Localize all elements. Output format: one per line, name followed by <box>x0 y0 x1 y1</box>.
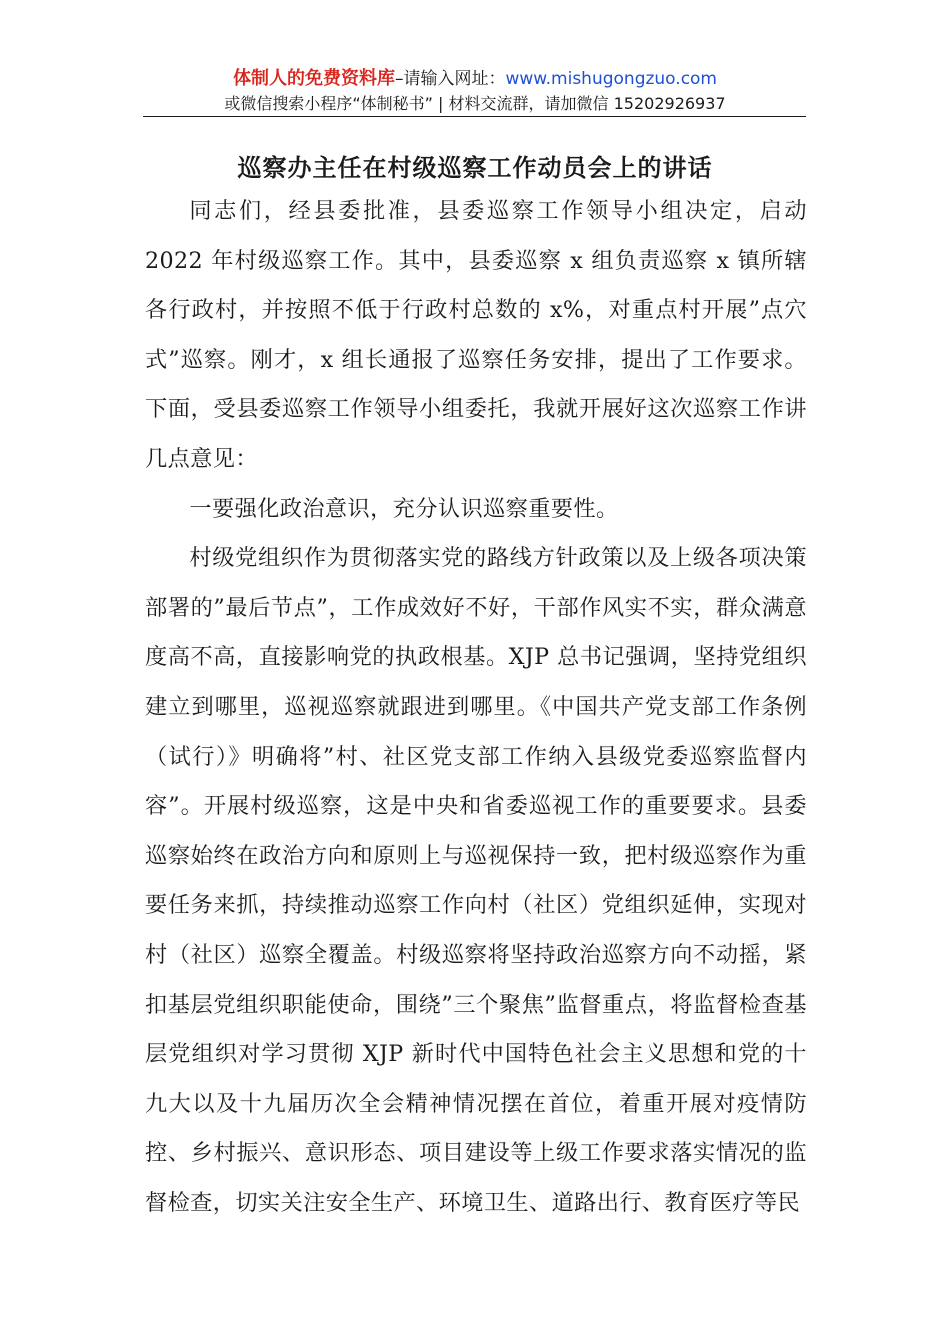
header-url-link[interactable]: www.mishugongzuo.com <box>505 69 717 89</box>
header-line-2: 或微信搜索小程序“体制秘书” | 材料交流群，请加微信 15202926937 <box>224 94 726 113</box>
header-prompt: –请输入网址： <box>394 69 506 89</box>
body-paragraph-1: 同志们，经县委批准，县委巡察工作领导小组决定，启动 2022 年村级巡察工作。其中，县委巡察 x 组负责巡察 x 镇所辖各行政村，并按照不低于行政村总数的 x%，对重点村开展”点穴式”巡察。刚才，x 组长通报了巡察任务安排，提出了工作要求。下面，受县委巡察工作领导小组委托，我就开展好这次巡察工作讲几点意见： <box>145 198 807 472</box>
document-title: 巡察办主任在村级巡察工作动员会上的讲话 <box>237 154 713 182</box>
body-paragraph-3: 村级党组织作为贯彻落实党的路线方针政策以及上级各项决策部署的”最后节点”，工作成效好不好，干部作风实不实，群众满意度高不高，直接影响党的执政根基。XJP 总书记强调，坚持党组织建立到哪里，巡视巡察就跟进到哪里。《中国共产党支部工作条例（试行）》明确将”村、社区党支部工作纳入县级党委巡察监督内容”。开展村级巡察，这是中央和省委巡视工作的重要要求。县委巡察始终在政治方向和原则上与巡视保持一致，把村级巡察作为重要任务来抓，持续推动巡察工作向村（社区）党组织延伸，实现对村（社区）巡察全覆盖。村级巡察将坚持政治巡察方向不动摇，紧扣基层党组织职能使命，围绕”三个聚焦”监督重点，将监督检查基层党组织对学习贯彻 XJP 新时代中国特色社会主义思想和党的十九大以及十九届历次全会精神情况摆在首位，着重开展对疫情防控、乡村振兴、意识形态、项目建设等上级工作要求落实情况的监督检查，切实关注安全生产、环境卫生、道路出行、教育医疗等民 <box>145 545 807 1216</box>
body-paragraph-2: 一要强化政治意识，充分认识巡察重要性。 <box>189 495 619 522</box>
header-divider <box>143 116 806 117</box>
header-brand: 体制人的免费资料库 <box>232 68 395 89</box>
header-line-1 <box>0 66 950 92</box>
document-body <box>145 187 807 1228</box>
page-header <box>0 66 950 116</box>
